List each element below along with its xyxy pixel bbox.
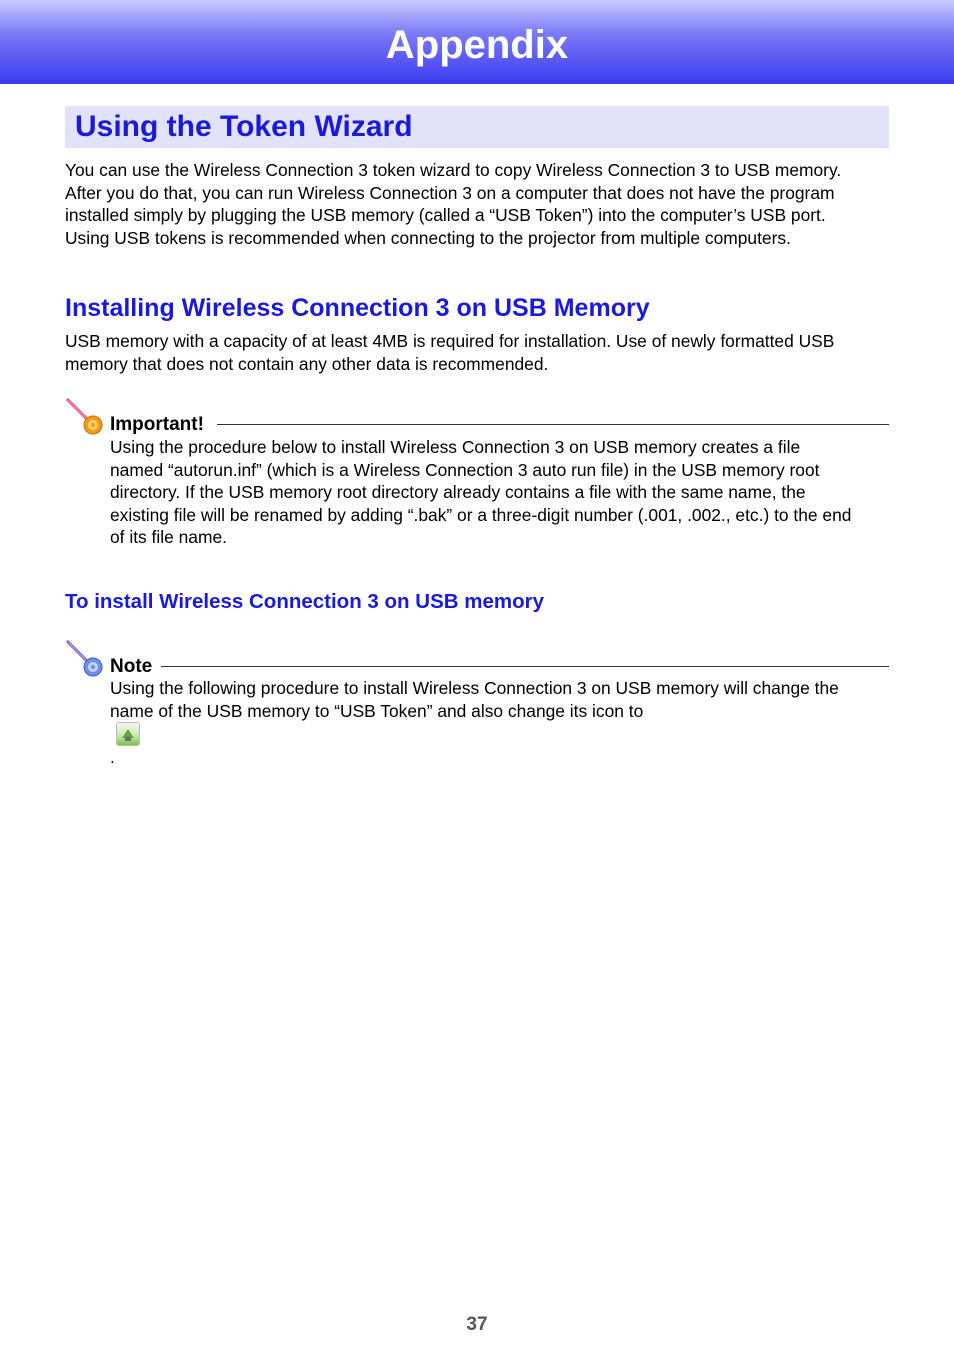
install-line: memory that does not contain any other data is recommended. — [65, 353, 549, 374]
important-line: existing file will be renamed by adding “.bak” or a three-digit number (.001, .002., etc.) to the end — [110, 504, 852, 525]
important-pin-icon — [65, 397, 105, 442]
usb-token-icon — [116, 722, 140, 746]
install-line: USB memory with a capacity of at least 4MB is required for installation. Use of newly formatted USB — [65, 331, 835, 351]
page-banner — [0, 0, 954, 84]
important-line: Using the procedure below to install Wireless Connection 3 on USB memory creates a file — [110, 437, 801, 457]
intro-line: Using USB tokens is recommended when connecting to the projector from multiple computers. — [65, 227, 791, 248]
page-title: Appendix — [385, 23, 569, 67]
note-line — [110, 700, 890, 769]
intro-paragraph — [65, 159, 895, 249]
note-line-text: name of the USB memory to “USB Token” and also change its icon to — [110, 700, 644, 721]
important-label: Important! — [110, 413, 210, 437]
note-body — [110, 677, 890, 769]
section-title: Using the Token Wizard — [75, 110, 413, 143]
note-divider — [161, 666, 889, 667]
important-line: directory. If the USB memory root directory already contains a file with the same name, the — [110, 482, 806, 503]
intro-line: After you do that, you can run Wireless Connection 3 on a computer that does not have the program — [65, 182, 835, 203]
intro-line: You can use the Wireless Connection 3 token wizard to copy Wireless Connection 3 to USB memory. — [65, 160, 842, 180]
page-number: 37 — [466, 1314, 488, 1335]
install-paragraph — [65, 330, 895, 375]
important-line: of its file name. — [110, 527, 227, 548]
note-line: Using the following procedure to install Wireless Connection 3 on USB memory will change the — [110, 678, 839, 698]
note-line-end: . — [110, 747, 115, 768]
section-header — [65, 106, 889, 148]
important-line: named “autorun.inf” (which is a Wireless Connection 3 auto run file) in the USB memory root — [110, 459, 820, 480]
procedure-heading: To install Wireless Connection 3 on USB memory — [65, 590, 544, 613]
important-divider — [217, 424, 889, 425]
note-pin-icon — [65, 639, 105, 684]
intro-line: installed simply by plugging the USB memory (called a “USB Token”) into the computer’s USB port. — [65, 205, 826, 226]
important-body — [110, 436, 890, 549]
note-label: Note — [110, 655, 158, 679]
install-heading: Installing Wireless Connection 3 on USB Memory — [65, 294, 650, 322]
